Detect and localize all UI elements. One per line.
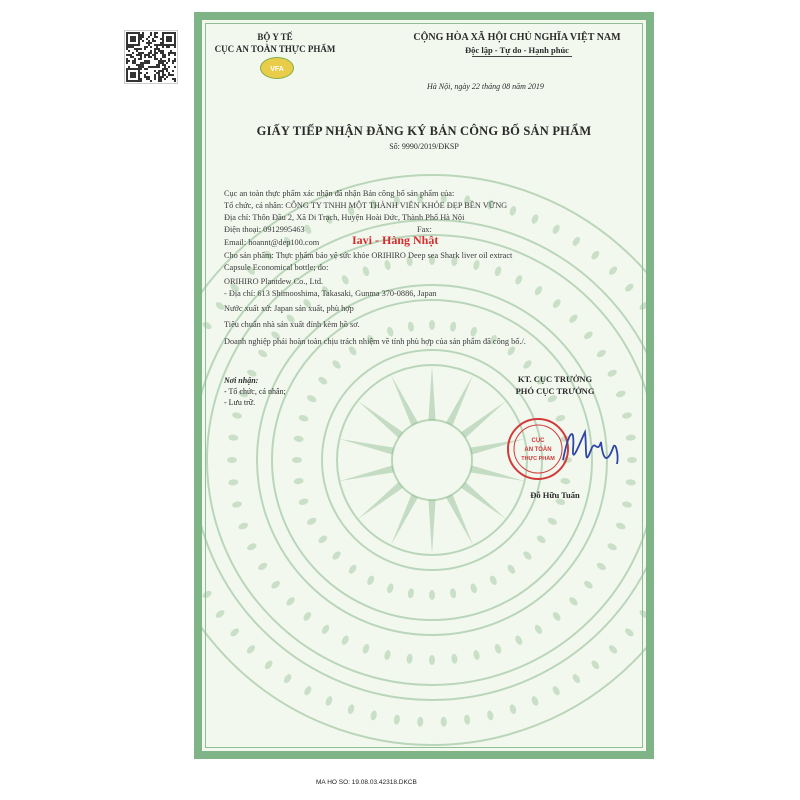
body-line-mfr-address: - Địa chỉ: 613 Shimooshima, Takasaki, Gunma 370-0886, Japan [224,289,437,298]
body-line-address: Địa chỉ: Thôn Đầu 2, Xã Di Trạch, Huyện Hoài Đức, Thành Phố Hà Nội [224,213,465,222]
body-line-manufacturer: ORIHIRO Plantdew Co., Ltd. [224,277,324,286]
qr-code [124,30,178,84]
signer-title-2: PHÓ CỤC TRƯỞNG [515,386,595,396]
document-number: Số: 9990/2019/ĐKSP [389,142,459,151]
body-line-standard: Tiêu chuẩn nhà sản xuất đính kèm hồ sơ. [224,320,360,329]
body-line-fax: Fax: [417,225,432,234]
body-line-product-cont: Capsule Economical bottle; do: [224,263,329,272]
body-line-email: Email: hoannt@dep100.com [224,238,320,247]
vfa-logo: VFA [260,57,294,79]
body-line-responsibility: Doanh nghiệp phải hoàn toàn chịu trách nhiệm về tính phù hợp của sản phẩm đã công bố./. [224,337,526,346]
recipient-item: - Lưu trữ. [224,398,256,407]
agency-name: CỤC AN TOÀN THỰC PHẨM [214,44,336,54]
motto: Độc lập - Tự do - Hạnh phúc [465,45,569,55]
body-line-1: Cục an toàn thực phẩm xác nhận đã nhận Bản công bố sản phẩm của: [224,189,455,198]
body-line-product: Cho sản phẩm: Thực phẩm bảo vệ sức khỏe ORIHIRO Deep sea Shark liver oil extract [224,251,513,260]
certificate-document [194,12,654,759]
seal-text: THỰC PHẨM [521,456,555,462]
document-title: GIẤY TIẾP NHẬN ĐĂNG KÝ BẢN CÔNG BỐ SẢN PHẨM [256,124,592,138]
body-line-origin: Nước xuất xứ: Japan sản xuất, phù hợp [224,304,354,313]
nation-name: CỘNG HÒA XÃ HỘI CHỦ NGHĨA VIỆT NAM [413,32,621,43]
body-line-phone: Điện thoại: 0912995463 [224,225,305,234]
body-line-org: Tổ chức, cá nhân: CÔNG TY TNHH MỘT THÀNH VIÊN KHỎE ĐẸP BỀN VỮNG [224,201,508,210]
handwritten-signature [557,420,627,475]
ministry-name: BỘ Y TẾ [257,32,293,42]
motto-underline [472,56,572,57]
seal-text: AN TOÀN [524,447,552,453]
recipient-item: - Tổ chức, cá nhân; [224,387,286,396]
seal-text: CỤC [531,438,545,444]
dossier-code: MA HO SO: 19.08.03.42318.DKCB [316,779,417,786]
signer-name: Đỗ Hữu Tuấn [530,490,580,500]
signer-title-1: KT. CỤC TRƯỞNG [517,374,593,384]
watermark-text: Iavi - Hàng Nhật [352,233,439,247]
recipients-heading: Nơi nhận: [224,376,259,385]
issue-date: Hà Nội, ngày 22 tháng 08 năm 2019 [427,82,544,91]
